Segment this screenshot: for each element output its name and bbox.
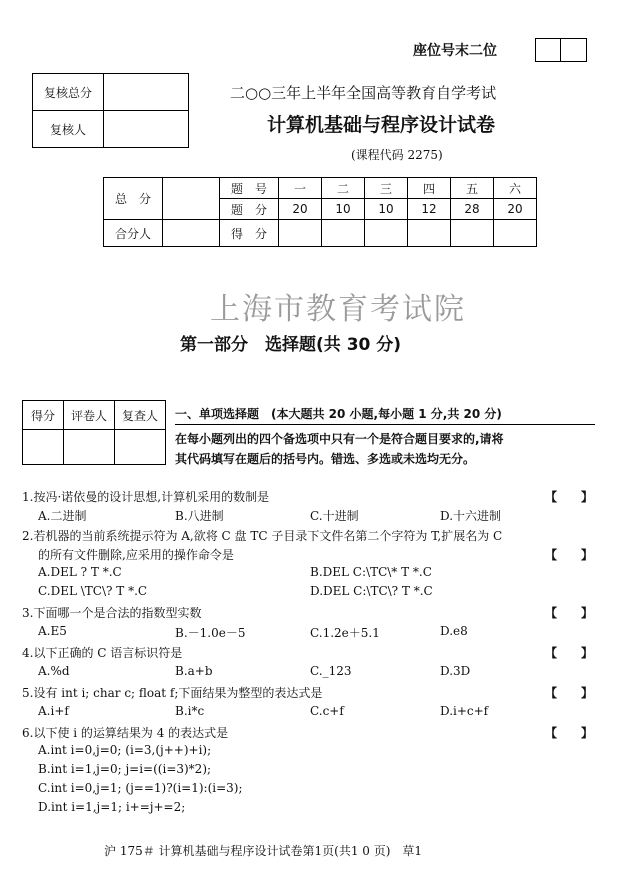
q3-option-d: D.e8 <box>440 624 468 638</box>
answer-bracket: 【 】 <box>545 646 594 660</box>
got-cell <box>322 220 365 247</box>
q2-option-b: B.DEL C:\TC\* T *.C <box>310 565 432 579</box>
question-2-stem-cont: 的所有文件删除,应采用的操作命令是 <box>38 548 234 562</box>
q6-option-c: C.int i=0,j=1; (j==1)?(i=1):(i=3); <box>38 781 243 795</box>
q-number: 一 <box>279 178 322 199</box>
question-4-stem: 4.以下正确的 C 语言标识符是 <box>22 646 183 660</box>
q2-option-d: D.DEL C:\TC\? T *.C <box>310 584 433 598</box>
points-label: 题 分 <box>220 199 279 220</box>
reviewer-cell <box>104 111 189 148</box>
review-total-cell <box>104 74 189 111</box>
seat-number-box <box>535 38 587 62</box>
q-number: 二 <box>322 178 365 199</box>
q-points: 28 <box>451 199 494 220</box>
answer-bracket: 【 】 <box>545 726 594 740</box>
q3-option-b: B.－1.0e－5 <box>175 626 246 640</box>
q5-option-d: D.i+c+f <box>440 704 489 718</box>
number-label: 题 号 <box>220 178 279 199</box>
answer-bracket: 【 】 <box>545 606 594 620</box>
score-table <box>103 177 537 247</box>
q5-option-a: A.i+f <box>38 704 69 718</box>
answer-bracket: 【 】 <box>545 548 594 562</box>
section-title: 一、单项选择题 (本大题共 20 小题,每小题 1 分,共 20 分) <box>175 407 502 421</box>
checker-label: 复查人 <box>115 401 166 430</box>
q-number: 六 <box>494 178 537 199</box>
got-cell <box>494 220 537 247</box>
paper-title: 计算机基础与程序设计试卷 <box>267 114 496 136</box>
q1-option-d: D.十六进制 <box>440 509 502 523</box>
q1-option-c: C.十进制 <box>310 509 359 523</box>
q-points: 10 <box>365 199 408 220</box>
got-cell <box>408 220 451 247</box>
q5-option-b: B.i*c <box>175 704 205 718</box>
section-instruction-2: 其代码填写在题后的括号内。错选、多选或未选均无分。 <box>175 452 476 466</box>
got-cell <box>365 220 408 247</box>
reviewer-label: 复核人 <box>33 111 104 148</box>
section-instruction-1: 在每小题列出的四个备选项中只有一个是符合题目要求的,请将 <box>175 432 504 446</box>
question-3-stem: 3.下面哪一个是合法的指数型实数 <box>22 606 202 620</box>
question-2-stem: 2.若机器的当前系统提示符为 A,欲将 C 盘 TC 子目录下文件名第二个字符为 T,扩展名为 C <box>22 529 503 543</box>
q-points: 10 <box>322 199 365 220</box>
got-cell <box>279 220 322 247</box>
question-1-stem: 1.按冯·诺依曼的设计思想,计算机采用的数制是 <box>22 490 270 504</box>
q4-option-a: A.%d <box>38 664 70 678</box>
grader-label: 评卷人 <box>64 401 115 430</box>
q6-option-d: D.int i=1,j=1; i+=j+=2; <box>38 800 186 814</box>
q-points: 20 <box>279 199 322 220</box>
grader-table <box>22 400 166 465</box>
q1-option-b: B.八进制 <box>175 509 224 523</box>
part-title: 第一部分 选择题(共 30 分) <box>180 335 402 355</box>
total-cell <box>163 178 220 220</box>
q3-option-c: C.1.2e＋5.1 <box>310 626 380 640</box>
review-total-label: 复核总分 <box>33 74 104 111</box>
page-footer: 沪 175＃ 计算机基础与程序设计试卷第1页(共1 0 页) 草1 <box>104 844 423 858</box>
q2-option-a: A.DEL ? T *.C <box>38 565 122 579</box>
q4-option-b: B.a+b <box>175 664 213 678</box>
grader-cell <box>23 430 64 465</box>
q6-option-a: A.int i=0,j=0; (i=3,(j++)+i); <box>38 743 212 757</box>
answer-bracket: 【 】 <box>545 686 594 700</box>
answer-bracket: 【 】 <box>545 490 594 504</box>
got-label: 得 分 <box>220 220 279 247</box>
seat-number-label: 座位号末二位 <box>413 43 497 59</box>
total-label: 总 分 <box>104 178 163 220</box>
grader-cell <box>115 430 166 465</box>
question-6-stem: 6.以下使 i 的运算结果为 4 的表达式是 <box>22 726 229 740</box>
q-points: 20 <box>494 199 537 220</box>
grader-score-label: 得分 <box>23 401 64 430</box>
q2-option-c: C.DEL \TC\? T *.C <box>38 584 148 598</box>
scorer-label: 合分人 <box>104 220 163 247</box>
q3-option-a: A.E5 <box>38 624 67 638</box>
q-number: 三 <box>365 178 408 199</box>
question-5-stem: 5.设有 int i; char c; float f;下面结果为整型的表达式是 <box>22 686 323 700</box>
q4-option-c: C._123 <box>310 664 352 678</box>
grader-cell <box>64 430 115 465</box>
q5-option-c: C.c+f <box>310 704 344 718</box>
got-cell <box>451 220 494 247</box>
section-divider <box>175 424 595 425</box>
q-points: 12 <box>408 199 451 220</box>
exam-title: 二○○三年上半年全国高等教育自学考试 <box>230 84 497 102</box>
q4-option-d: D.3D <box>440 664 471 678</box>
course-code: (课程代码 2275) <box>351 148 443 162</box>
review-table <box>32 73 189 148</box>
scorer-cell <box>163 220 220 247</box>
watermark: 上海市教育考试院 <box>210 292 466 327</box>
q6-option-b: B.int i=1,j=0; j=i=((i=3)*2); <box>38 762 212 776</box>
q-number: 五 <box>451 178 494 199</box>
q-number: 四 <box>408 178 451 199</box>
q1-option-a: A.二进制 <box>38 509 87 523</box>
